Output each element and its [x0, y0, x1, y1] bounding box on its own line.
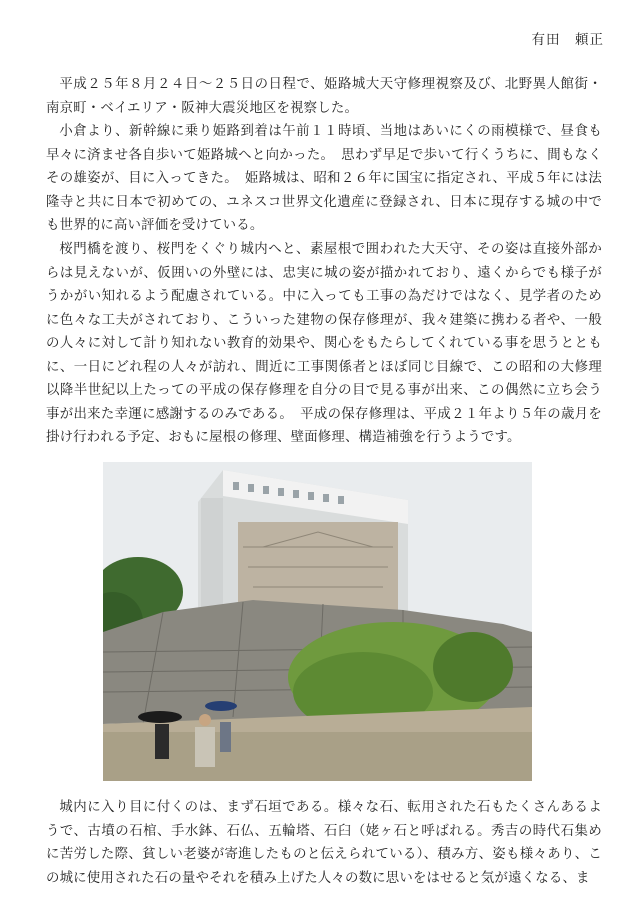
author-name: 有田 頼正 [531, 32, 604, 48]
paragraph-intro: 平成２５年８月２４日～２５日の日程で、姫路城大天守修理視察及び、北野異人館街・南京町・ベイエリア・阪神大震災地区を視察した。 [46, 77, 602, 116]
paragraph-restoration: 桜門橋を渡り、桜門をくぐり城内へと、素屋根で囲われた大天守、その姿は直接外部からは見えないが、仮囲いの外壁には、忠実に城の姿が描かれており、遠くからでも様子がうかがい知れるよう配慮されている。中に入っても工事の為だけではなく、見学者のために色々な工夫がされており、こういった建物の保存修理が、我々建築に携わる者や、一般の人々に対して計り知れない教育的効果や、関心をもたらしてくれている事を思うとともに、一日にどれ程の人々が訪れ、間近に工事関係者とほぼ同じ目線で、この昭和の大修理以降半世紀以上たっての平成の保存修理を自分の目で見る事が出来、この偶然に立ち会う事が出来た幸運に感謝するのみである。 平成の保存修理は、平成２１年より５年の歳月を掛け行われる予定、おもに屋根の修理、壁面修理、構造補強を行うようです。 [46, 242, 602, 445]
castle-restoration-photo [103, 462, 532, 781]
paragraph-arrival: 小倉より、新幹線に乗り姫路到着は午前１１時頃、当地はあいにくの雨模様で、昼食も早々に済ませ各自歩いて姫路城へと向かった。 思わず早足で歩いて行くうちに、間もなくその雄姿が、目に入ってきた。 姫路城は、昭和２６年に国宝に指定され、平成５年には法隆寺と共に日本で初めての、ユネスコ世界文化遺産に登録され、日本に現存する城の中でも世界的に高い評価を受けている。 [46, 124, 602, 233]
paragraph-stone-wall: 城内に入り目に付くのは、まず石垣である。様々な石、転用された石もたくさんあるようで、古墳の石棺、手水鉢、石仏、五輪塔、石臼（姥ヶ石と呼ばれる。秀吉の時代石集めに苦労した際、貧しい老婆が寄進したものと伝えられている）、積み方、姿も様々あり、この城に使用された石の量やそれを積み上げた人々の数に思いをはせると気が遠くなる、ま [46, 800, 602, 886]
